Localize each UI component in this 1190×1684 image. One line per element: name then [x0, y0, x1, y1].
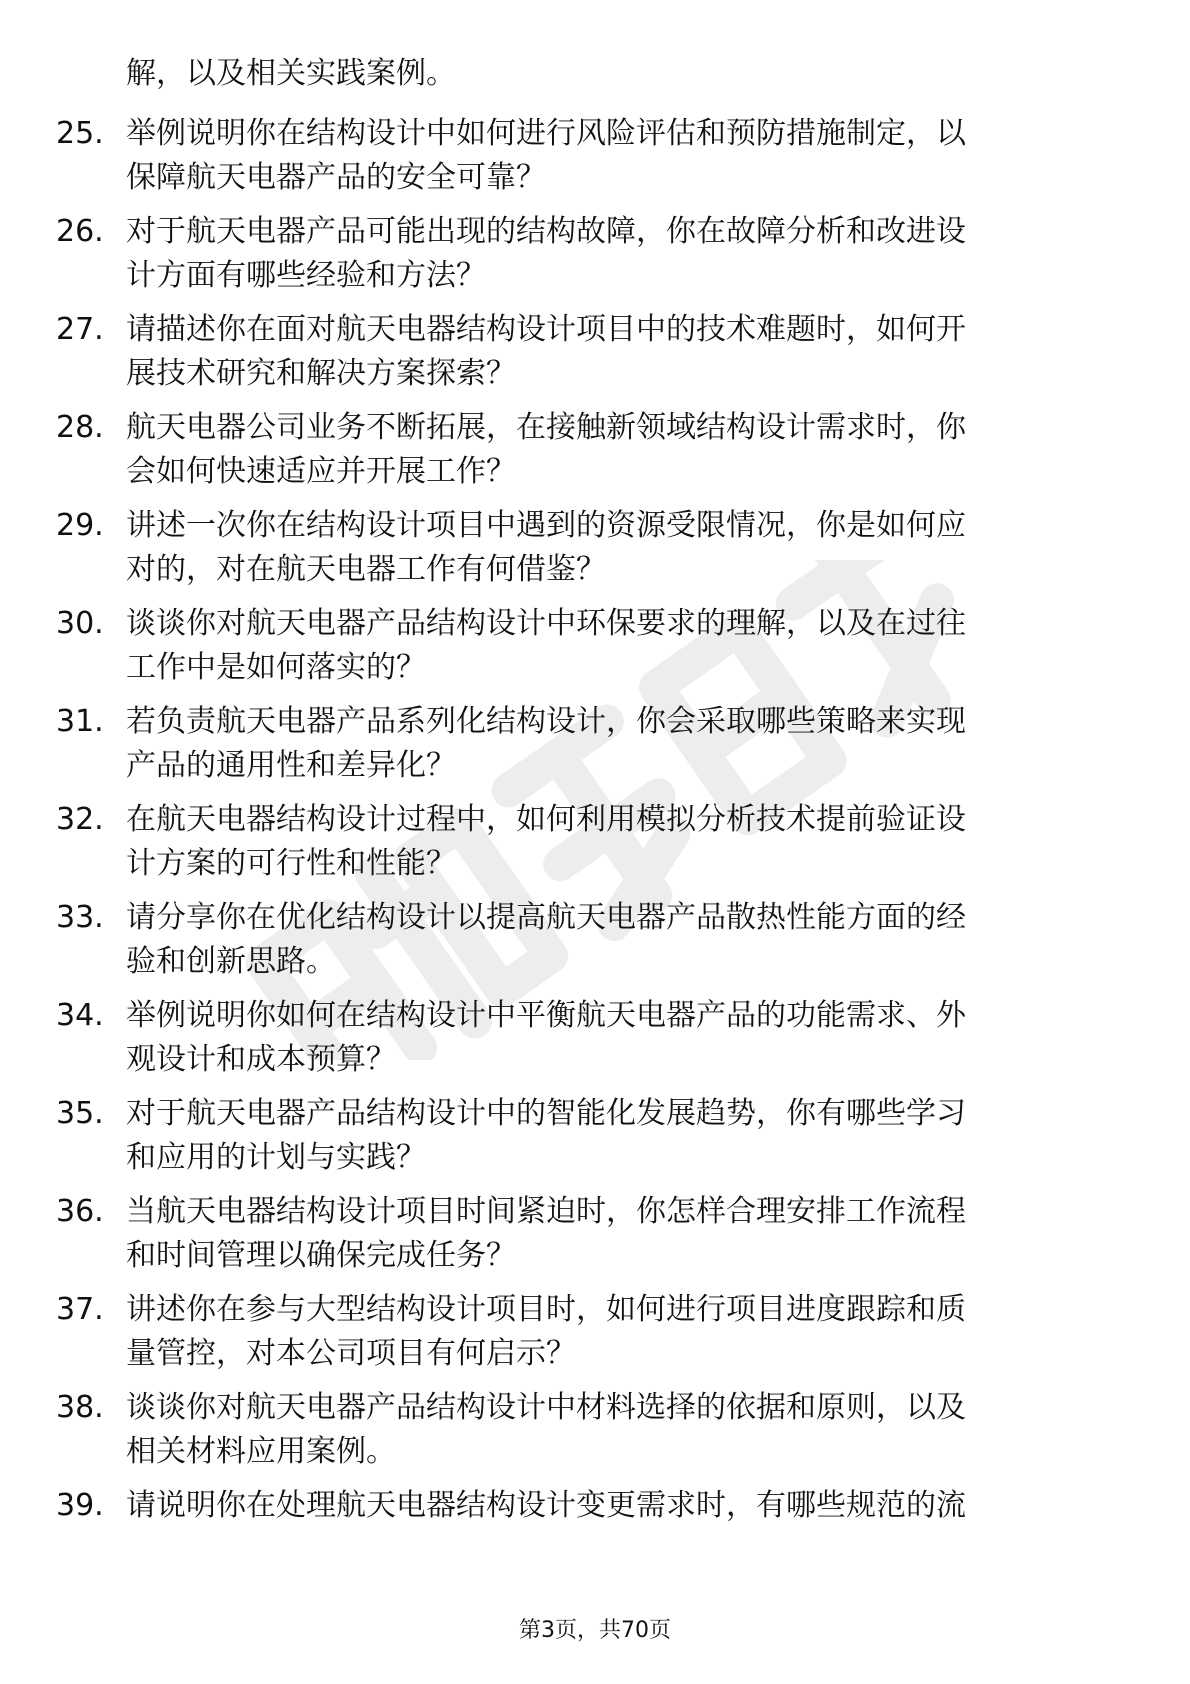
question-text-line: 举例说明你在结构设计中如何进行风险评估和预防措施制定，以	[126, 116, 966, 151]
page-footer: 第3页，共70页	[519, 1618, 671, 1643]
question-number: 32.	[56, 802, 104, 837]
question-text-line: 和时间管理以确保完成任务？	[126, 1238, 516, 1273]
question-text-line: 请说明你在处理航天电器结构设计变更需求时，有哪些规范的流	[126, 1488, 966, 1523]
question-text	[126, 1288, 1116, 1376]
question-number: 30.	[56, 606, 104, 641]
question-number: 29.	[56, 508, 104, 543]
question-number: 35.	[56, 1096, 104, 1131]
question-text	[126, 602, 1116, 690]
question-number: 39.	[56, 1488, 104, 1523]
question-item	[0, 112, 1190, 210]
question-text	[126, 210, 1116, 298]
question-text	[126, 1386, 1116, 1474]
question-number: 34.	[56, 998, 104, 1033]
question-item	[0, 1288, 1190, 1386]
question-text	[126, 994, 1116, 1082]
question-number: 31.	[56, 704, 104, 739]
question-text-line: 若负责航天电器产品系列化结构设计，你会采取哪些策略来实现	[126, 704, 966, 739]
question-item	[0, 700, 1190, 798]
question-text-line: 和应用的计划与实践？	[126, 1140, 426, 1175]
question-item	[0, 994, 1190, 1092]
question-text-line: 请分享你在优化结构设计以提高航天电器产品散热性能方面的经	[126, 900, 966, 935]
question-number: 27.	[56, 312, 104, 347]
question-text-line: 产品的通用性和差异化？	[126, 748, 456, 783]
question-text	[126, 700, 1116, 788]
question-text-line: 当航天电器结构设计项目时间紧迫时，你怎样合理安排工作流程	[126, 1194, 966, 1229]
question-text-line: 请描述你在面对航天电器结构设计项目中的技术难题时，如何开	[126, 312, 966, 347]
question-item	[0, 602, 1190, 700]
question-text-line: 验和创新思路。	[126, 944, 336, 979]
question-text-line: 对于航天电器产品可能出现的结构故障，你在故障分析和改进设	[126, 214, 966, 249]
question-text-line: 讲述你在参与大型结构设计项目时，如何进行项目进度跟踪和质	[126, 1292, 966, 1327]
question-text-line: 谈谈你对航天电器产品结构设计中材料选择的依据和原则，以及	[126, 1390, 966, 1425]
question-text-line: 计方面有哪些经验和方法？	[126, 258, 486, 293]
question-text-line: 在航天电器结构设计过程中，如何利用模拟分析技术提前验证设	[126, 802, 966, 837]
question-text	[126, 1484, 1116, 1528]
question-text-line: 量管控，对本公司项目有何启示？	[126, 1336, 576, 1371]
question-text	[126, 308, 1116, 396]
continuation-text: 解，以及相关实践案例。	[126, 56, 456, 91]
question-number: 25.	[56, 116, 104, 151]
question-item	[0, 308, 1190, 406]
question-text-line: 讲述一次你在结构设计项目中遇到的资源受限情况，你是如何应	[126, 508, 966, 543]
question-number: 33.	[56, 900, 104, 935]
question-text-line: 相关材料应用案例。	[126, 1434, 396, 1469]
question-number: 28.	[56, 410, 104, 445]
question-text-line: 举例说明你如何在结构设计中平衡航天电器产品的功能需求、外	[126, 998, 966, 1033]
question-list	[0, 112, 1190, 1582]
question-item	[0, 1386, 1190, 1484]
question-item	[0, 504, 1190, 602]
question-text	[126, 798, 1116, 886]
question-number: 26.	[56, 214, 104, 249]
question-number: 37.	[56, 1292, 104, 1327]
question-text-line: 对于航天电器产品结构设计中的智能化发展趋势，你有哪些学习	[126, 1096, 966, 1131]
question-text-line: 会如何快速适应并开展工作？	[126, 454, 516, 489]
question-item	[0, 210, 1190, 308]
question-text	[126, 406, 1116, 494]
question-item	[0, 896, 1190, 994]
question-text	[126, 1190, 1116, 1278]
question-text	[126, 1092, 1116, 1180]
question-number: 38.	[56, 1390, 104, 1425]
question-text-line: 对的，对在航天电器工作有何借鉴？	[126, 552, 606, 587]
question-text-line: 观设计和成本预算？	[126, 1042, 396, 1077]
question-text-line: 展技术研究和解决方案探索？	[126, 356, 516, 391]
question-item	[0, 1484, 1190, 1582]
question-number: 36.	[56, 1194, 104, 1229]
question-text-line: 航天电器公司业务不断拓展，在接触新领域结构设计需求时，你	[126, 410, 966, 445]
question-text-line: 保障航天电器产品的安全可靠？	[126, 160, 546, 195]
question-text	[126, 896, 1116, 984]
question-text-line: 计方案的可行性和性能？	[126, 846, 456, 881]
question-text	[126, 112, 1116, 200]
question-text-line: 谈谈你对航天电器产品结构设计中环保要求的理解，以及在过往	[126, 606, 966, 641]
question-item	[0, 406, 1190, 504]
question-item	[0, 798, 1190, 896]
question-text	[126, 504, 1116, 592]
question-text-line: 工作中是如何落实的？	[126, 650, 426, 685]
question-item	[0, 1190, 1190, 1288]
question-item	[0, 1092, 1190, 1190]
